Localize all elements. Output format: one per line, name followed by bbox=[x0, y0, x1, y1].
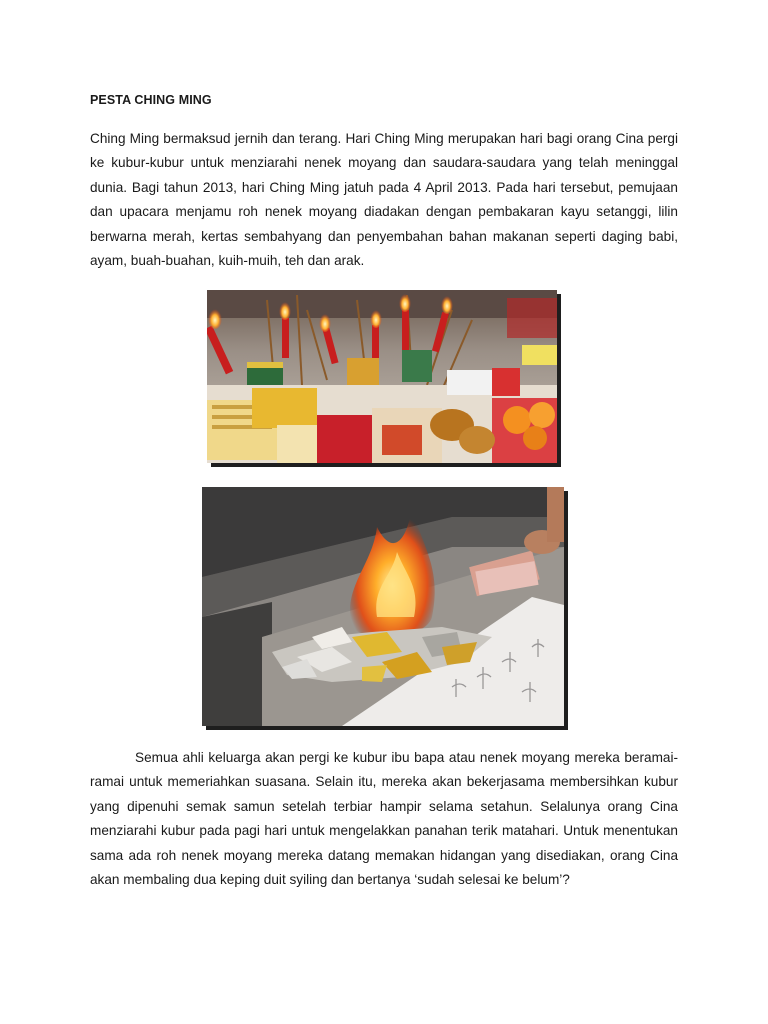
paragraph-2: Semua ahli keluarga akan pergi ke kubur ibu bapa atau nenek moyang mereka beramai-ramai untuk memeriahkan suasana. Selain itu, mereka akan bekerjasama membersihkan kubur yang dipenuhi semak samun setelah terbiar hampir selama setahun. Selalunya orang Cina menziarahi kubur pada pagi hari untuk mengelakkan panahan terik matahari. Untuk menentukan sama ada roh nenek moyang mereka datang memakan hidangan yang disediakan, orang Cina akan membaling dua keping duit syiling dan bertanya ‘sudah selesai ke belum’? bbox=[90, 750, 678, 888]
offerings-photo bbox=[207, 290, 557, 463]
document-title: PESTA CHING MING bbox=[90, 93, 212, 107]
burning-paper-photo bbox=[202, 487, 564, 726]
paragraph-1: Ching Ming bermaksud jernih dan terang. Hari Ching Ming merupakan hari bagi orang Cina pergi ke kubur-kubur untuk menziarahi nenek moyang dan saudara-saudara yang telah meninggal dunia. Bagi tahun 2013, hari Ching Ming jatuh pada 4 April 2013. Pada hari tersebut, pemujaan dan upacara menjamu roh nenek moyang diadakan dengan pembakaran kayu setanggi, lilin berwarna merah, kertas sembahyang dan penyembahan bahan makanan seperti daging babi, ayam, buah-buahan, kuih-muih, teh dan arak. bbox=[90, 131, 678, 269]
